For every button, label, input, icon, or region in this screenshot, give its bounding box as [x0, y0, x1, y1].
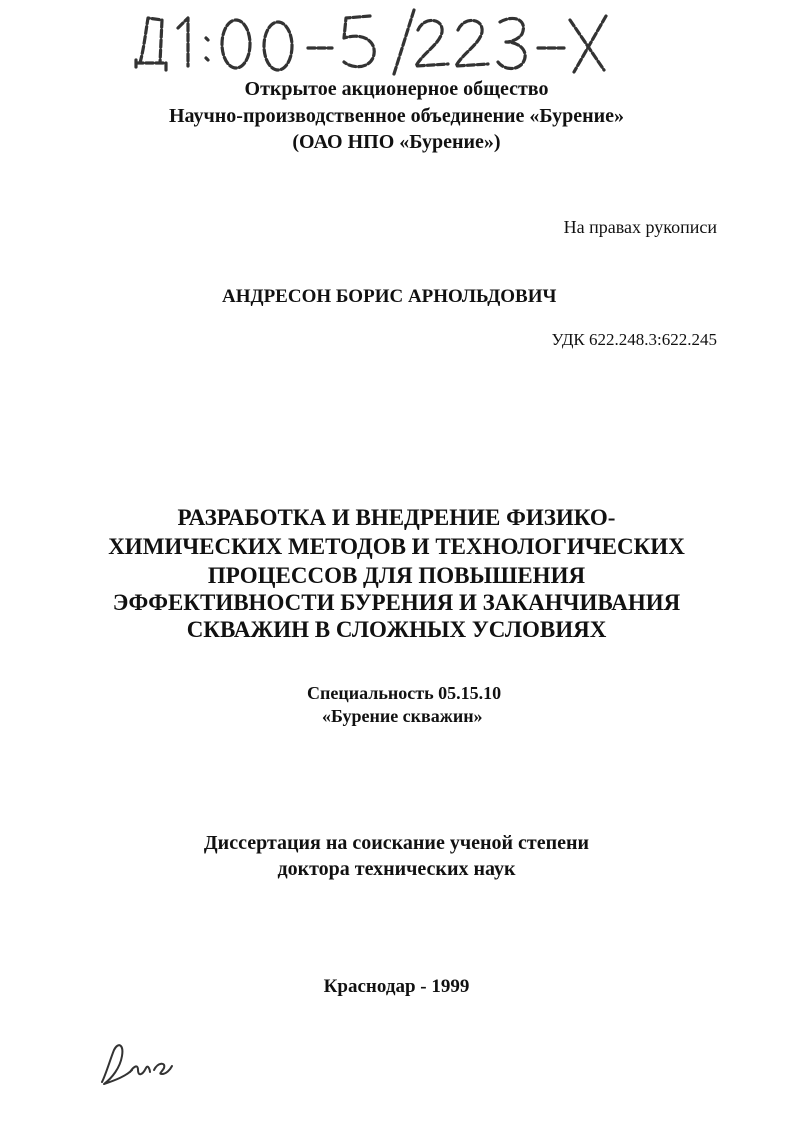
- handwritten-archive-stamp: [118, 8, 608, 78]
- title-line-4: ЭФФЕКТИВНОСТИ БУРЕНИЯ И ЗАКАНЧИВАНИЯ: [112, 590, 681, 615]
- organization-line-1: Открытое акционерное общество: [244, 78, 549, 100]
- place-and-year: Краснодар - 1999: [323, 976, 470, 997]
- udk-code: УДК 622.248.3:622.245: [551, 330, 717, 349]
- title-line-1: РАЗРАБОТКА И ВНЕДРЕНИЕ ФИЗИКО-: [177, 505, 616, 530]
- title-line-2: ХИМИЧЕСКИХ МЕТОДОВ И ТЕХНОЛОГИЧЕСКИХ: [108, 534, 685, 559]
- title-line-3: ПРОЦЕССОВ ДЛЯ ПОВЫШЕНИЯ: [207, 563, 586, 588]
- dissertation-degree-line-1: Диссертация на соискание ученой степени: [203, 832, 590, 854]
- organization-line-2: Научно-производственное объединение «Бурение»: [168, 105, 625, 127]
- dissertation-degree-line-2: доктора технических наук: [277, 858, 516, 880]
- specialty-code: Специальность 05.15.10: [307, 683, 502, 703]
- specialty-name: «Бурение скважин»: [322, 706, 483, 726]
- title-line-5: СКВАЖИН В СЛОЖНЫХ УСЛОВИЯХ: [186, 617, 607, 642]
- manuscript-note: На правах рукописи: [563, 217, 717, 237]
- handwritten-signature: [92, 1030, 182, 1090]
- author-name: АНДРЕСОН БОРИС АРНОЛЬДОВИЧ: [222, 286, 557, 307]
- organization-abbreviation: (ОАО НПО «Бурение»): [292, 131, 501, 153]
